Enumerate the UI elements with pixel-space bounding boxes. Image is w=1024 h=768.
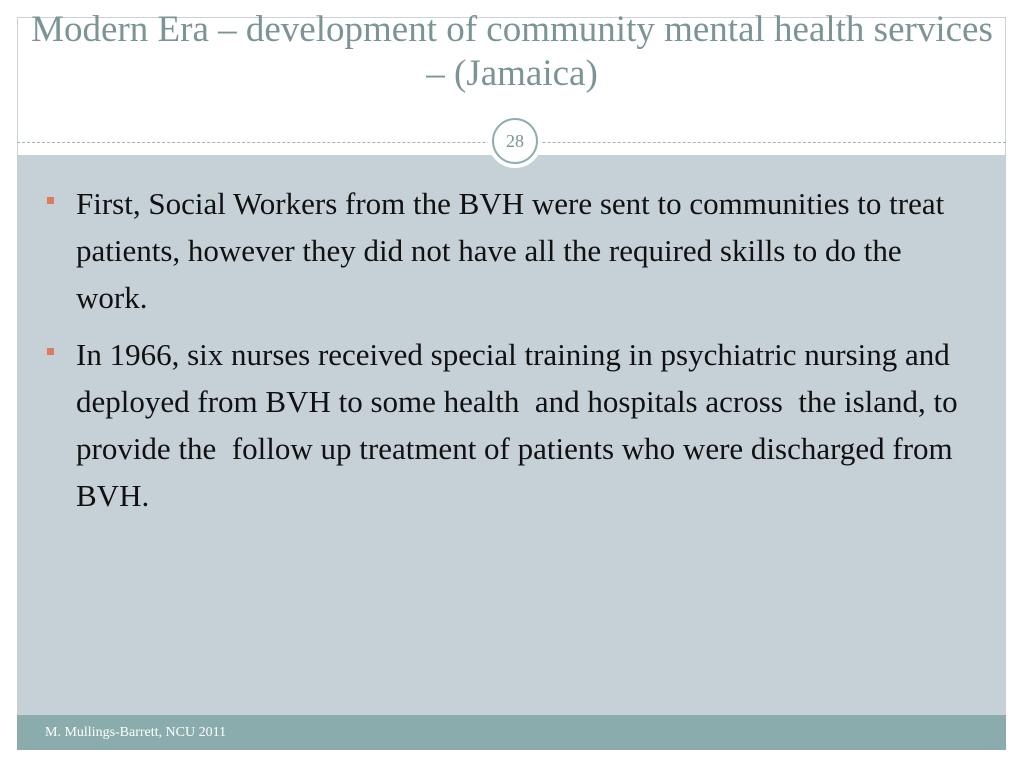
page-number-badge	[488, 114, 542, 168]
bullet-item	[47, 331, 977, 519]
bullet-text: In 1966, six nurses received special training in psychiatric nursing and deployed from BVH to some health and hospitals across the island, to provide the follow up treatment of patients who were discharged from BVH.	[76, 337, 966, 513]
bullet-text: First, Social Workers from the BVH were sent to communities to treat patients, however they did not have all the required skills to do the work.	[76, 186, 952, 315]
footer-credit: M. Mullings-Barrett, NCU 2011	[45, 725, 227, 740]
page-number: 28	[492, 118, 538, 164]
slide-title: Modern Era – development of community mental health services – (Jamaica)	[31, 9, 993, 94]
bullet-item	[47, 180, 977, 321]
footer-bar	[17, 715, 1006, 750]
bullet-list	[47, 180, 977, 529]
square-bullet-icon	[47, 348, 54, 355]
square-bullet-icon	[47, 197, 54, 204]
